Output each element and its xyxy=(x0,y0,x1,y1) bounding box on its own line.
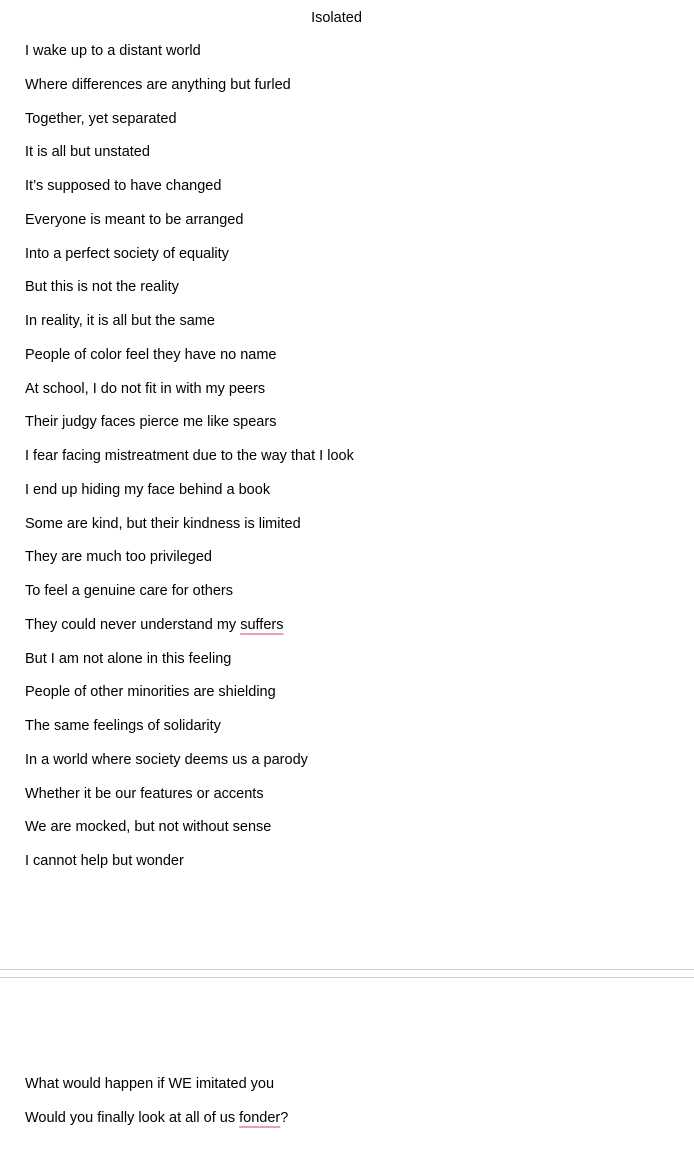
poem-line[interactable]: To feel a genuine care for others xyxy=(25,583,233,599)
poem-line-with-flagged-word[interactable] xyxy=(25,616,665,650)
spellcheck-flagged-word[interactable]: suffers xyxy=(240,616,284,633)
poem-line[interactable]: Where differences are anything but furled xyxy=(25,76,291,93)
spellcheck-flagged-word[interactable]: fonder xyxy=(239,1109,281,1126)
poem-line[interactable]: It is all but unstated xyxy=(25,144,150,161)
poem-line[interactable]: We are mocked, but not without sense xyxy=(25,819,272,836)
poem-line[interactable]: Into a perfect society of equality xyxy=(25,245,229,262)
poem-line[interactable]: They are much too privileged xyxy=(25,549,212,566)
poem-line[interactable]: In a world where society deems us a parody xyxy=(25,751,308,768)
poem-line[interactable]: I cannot help but wonder xyxy=(25,853,184,869)
poem-line[interactable]: People of color feel they have no name xyxy=(25,346,277,363)
poem-line[interactable]: Whether it be our features or accents xyxy=(25,785,264,802)
poem-line[interactable]: I end up hiding my face behind a book xyxy=(25,481,271,498)
poem-line[interactable]: Everyone is meant to be arranged xyxy=(25,211,244,228)
page-break-separator xyxy=(0,969,694,978)
poem-line[interactable]: People of other minorities are shielding xyxy=(25,684,276,701)
document-title: Isolated xyxy=(311,10,362,26)
poem-line[interactable]: Together, yet separated xyxy=(25,110,177,127)
poem-line[interactable]: The same feelings of solidarity xyxy=(25,718,221,734)
poem-line[interactable]: I fear facing mistreatment due to the way that I look xyxy=(25,448,354,464)
poem-line[interactable]: In reality, it is all but the same xyxy=(25,313,215,329)
poem-page-1 xyxy=(25,42,665,886)
poem-line[interactable]: It’s supposed to have changed xyxy=(25,178,222,194)
poem-line[interactable]: But I am not alone in this feeling xyxy=(25,650,232,667)
poem-line[interactable]: I wake up to a distant world xyxy=(25,43,201,59)
poem-line-with-flagged-word[interactable] xyxy=(25,1109,665,1143)
line-text: They could never understand my xyxy=(25,616,241,633)
line-text-suffix: ? xyxy=(280,1109,289,1126)
poem-line[interactable]: Some are kind, but their kindness is limited xyxy=(25,515,301,532)
poem-line[interactable]: What would happen if WE imitated you xyxy=(25,1076,275,1092)
poem-line[interactable]: Their judgy faces pierce me like spears xyxy=(25,414,277,431)
line-text: Would you finally look at all of us xyxy=(25,1109,240,1126)
poem-line[interactable]: At school, I do not fit in with my peers xyxy=(25,380,266,397)
poem-page-2 xyxy=(25,1075,665,1143)
poem-line[interactable]: But this is not the reality xyxy=(25,279,179,296)
